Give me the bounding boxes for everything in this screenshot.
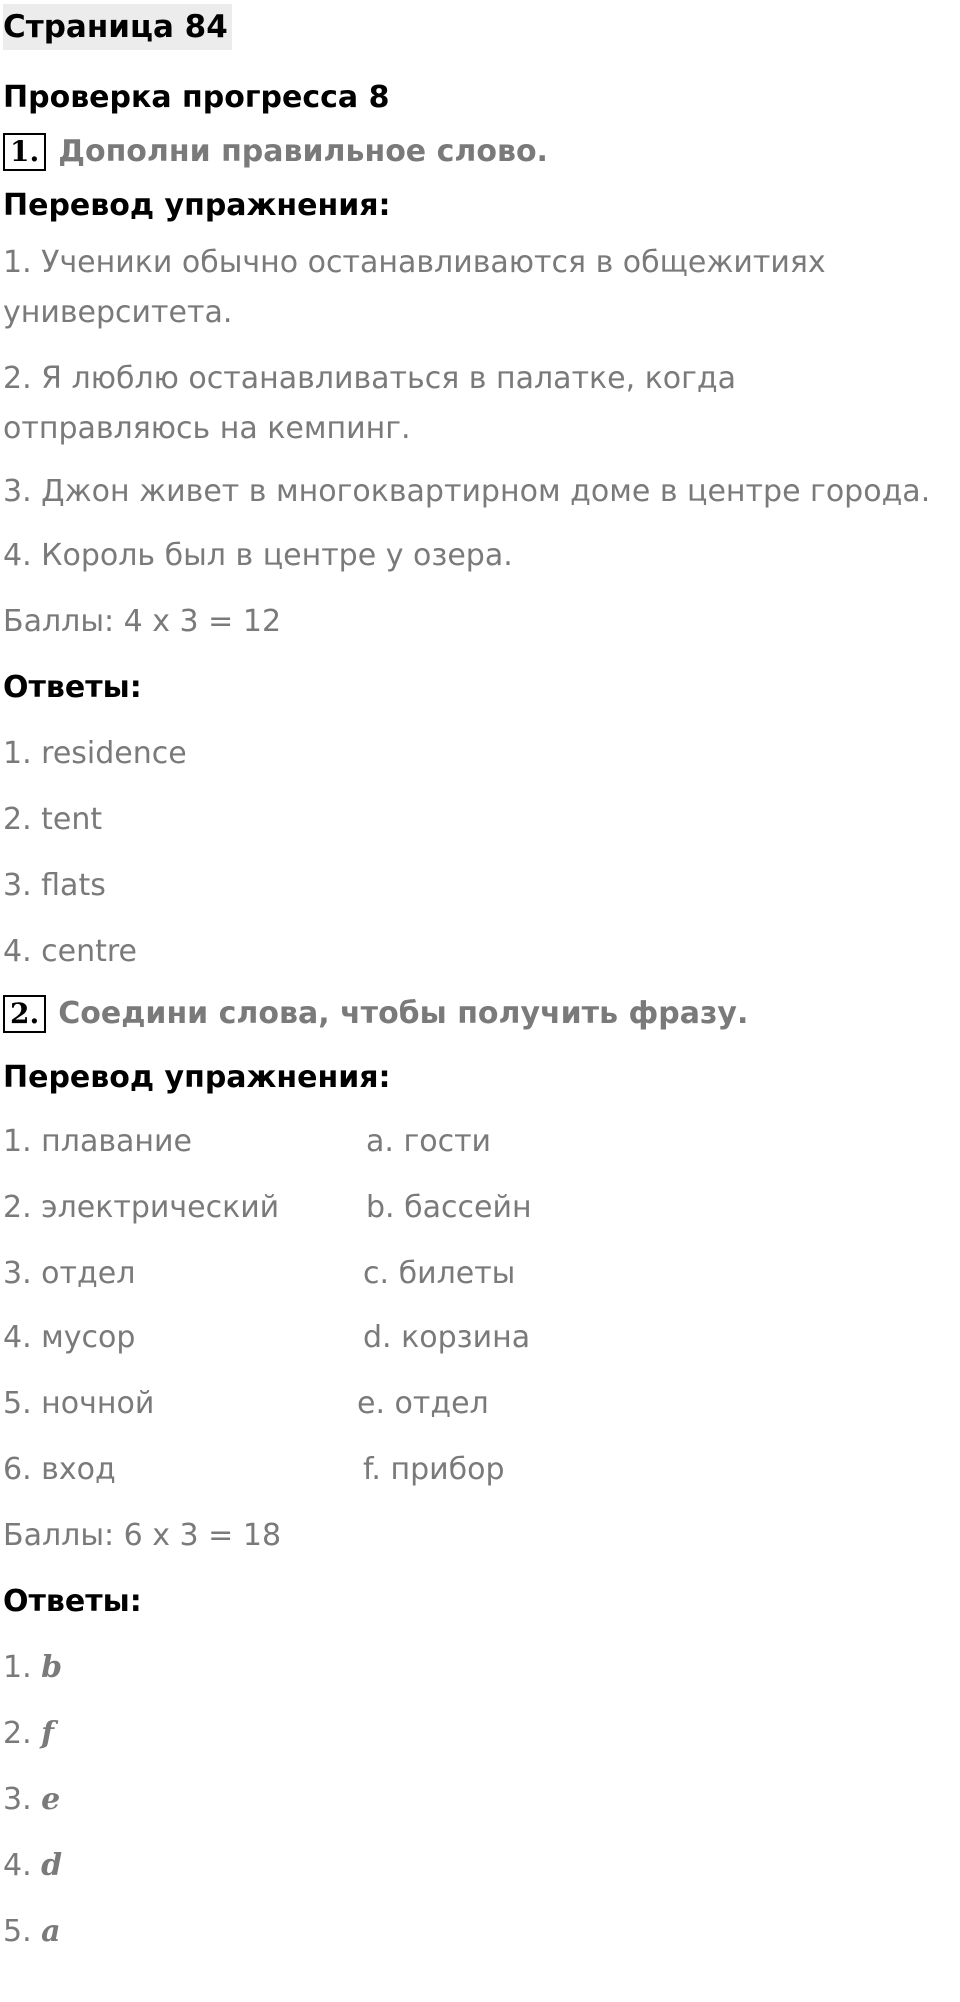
match-left: 6. вход [3, 1452, 116, 1487]
match-left: 2. электрический [3, 1190, 280, 1225]
exercise-2-answer [3, 1646, 960, 1690]
exercise-1-answer: 2. tent [3, 802, 103, 837]
match-left: 5. ночной [3, 1386, 155, 1421]
match-pair [3, 1382, 960, 1426]
answer-number: 5. [3, 1914, 32, 1949]
match-right: f. прибор [363, 1452, 505, 1487]
exercise-2-number: 2. [3, 995, 46, 1033]
exercise-2-answer [3, 1712, 960, 1756]
exercise-1-number: 1. [3, 133, 46, 171]
exercise-1-instruction: Дополни правильное слово. [58, 134, 548, 169]
answer-letter: f [41, 1716, 55, 1751]
exercise-2-answers-heading: Ответы: [3, 1584, 142, 1619]
match-left: 3. отдел [3, 1256, 136, 1291]
exercise-2-answer [3, 1844, 960, 1888]
match-pair [3, 1186, 960, 1230]
answer-letter: d [41, 1848, 63, 1883]
exercise-1-answer: 3. flats [3, 868, 106, 903]
answer-number: 3. [3, 1782, 32, 1817]
match-left: 1. плавание [3, 1124, 192, 1159]
answer-number: 1. [3, 1650, 32, 1685]
match-right: c. билеты [363, 1256, 516, 1291]
exercise-1-translation-heading: Перевод упражнения: [3, 188, 391, 223]
answer-letter: b [41, 1650, 63, 1685]
match-right: b. бассейн [366, 1190, 532, 1225]
match-pair [3, 1252, 960, 1296]
match-right: e. отдел [357, 1386, 489, 1421]
exercise-2-instruction: Соедини слова, чтобы получить фразу. [58, 996, 749, 1031]
page-title: Проверка прогресса 8 [3, 80, 390, 115]
exercise-2-answer [3, 1910, 960, 1954]
match-pair [3, 1448, 960, 1492]
match-right: a. гости [366, 1124, 492, 1159]
match-left: 4. мусор [3, 1320, 136, 1355]
exercise-2-answer [3, 1778, 960, 1822]
exercise-1-sentence: 4. Король был в центре у озера. [3, 538, 513, 573]
answer-number: 2. [3, 1716, 32, 1751]
exercise-1-header [3, 130, 960, 174]
answer-number: 4. [3, 1848, 32, 1883]
exercise-1-answers-heading: Ответы: [3, 670, 142, 705]
exercise-2-header [3, 992, 960, 1036]
exercise-2-score: Баллы: 6 x 3 = 18 [3, 1518, 282, 1553]
match-pair [3, 1120, 960, 1164]
match-pair [3, 1316, 960, 1360]
match-right: d. корзина [363, 1320, 531, 1355]
answer-letter: e [41, 1782, 61, 1817]
exercise-1-sentence: 3. Джон живет в многоквартирном доме в центре города. [3, 474, 931, 509]
exercise-1-answer: 1. residence [3, 736, 187, 771]
exercise-1-score: Баллы: 4 x 3 = 12 [3, 604, 282, 639]
answer-letter: a [41, 1914, 61, 1949]
exercise-1-sentence: 2. Я люблю останавливаться в палатке, когда отправляюсь на кемпинг. [3, 361, 737, 446]
page-number-label: Страница 84 [3, 4, 232, 50]
exercise-1-answer: 4. centre [3, 934, 138, 969]
exercise-1-sentence: 1. Ученики обычно останавливаются в общежитиях университета. [3, 245, 826, 330]
exercise-2-translation-heading: Перевод упражнения: [3, 1060, 391, 1095]
